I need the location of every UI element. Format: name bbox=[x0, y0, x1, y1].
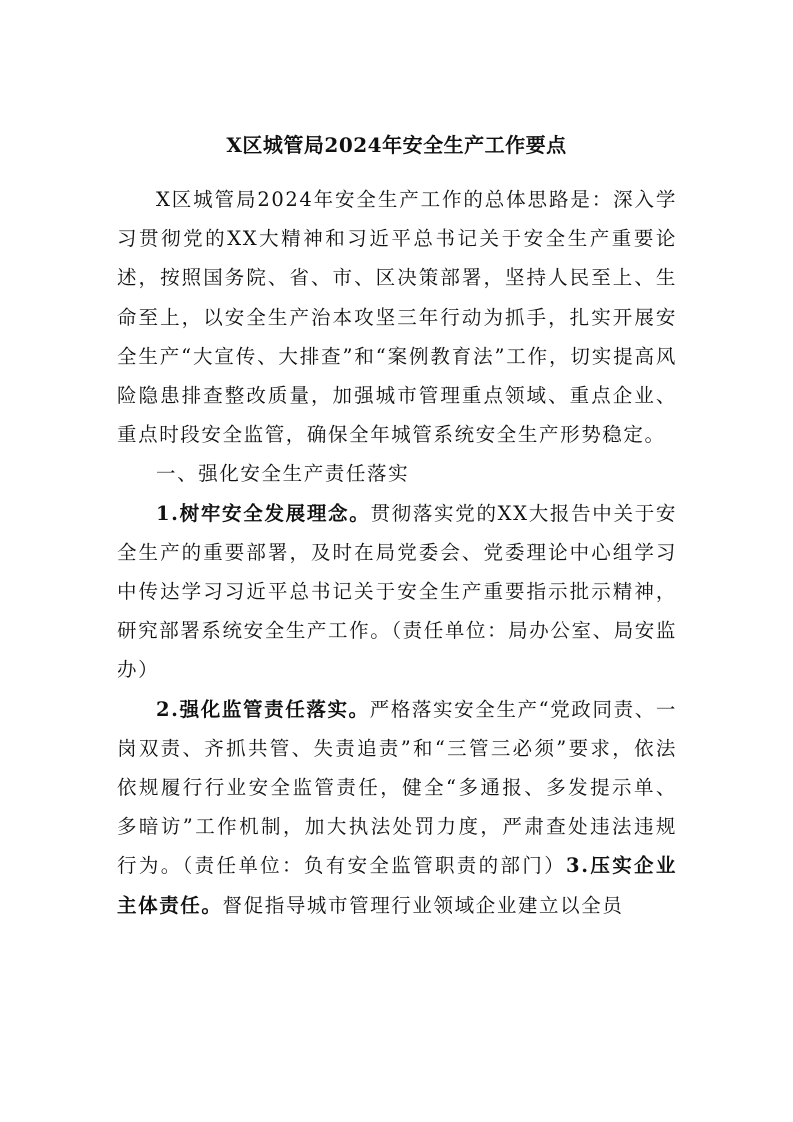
intro-paragraph: X区城管局2024年安全生产工作的总体思路是：深入学习贯彻党的XX大精神和习近平总书记关于安全生产重要论述，按照国务院、省、市、区决策部署，坚持人民至上、生命至上，以安全生产治本攻坚三年行动为抓手，扎实开展安全生产“大宣传、大排查”和“案例教育法”工作，切实提高风险隐患排查整改质量，加强城市管理重点领域、重点企业、重点时段安全监管，确保全年城管系统安全生产形势稳定。 bbox=[117, 188, 677, 447]
document-body bbox=[117, 180, 677, 925]
item-3-heading: 3.压实企业主体责任。 bbox=[117, 854, 677, 917]
item-1-paragraph bbox=[117, 494, 677, 690]
item-2-heading: 2.强化监管责任落实。 bbox=[156, 697, 370, 721]
section-heading: 一、强化安全生产责任落实 bbox=[156, 462, 410, 486]
item-3-text: 督促指导城市管理行业领域企业建立以全员 bbox=[222, 893, 624, 917]
item-1-text: 贯彻落实党的XX大报告中关于安全生产的重要部署，及时在局党委会、党委理论中心组学习中传达学习习近平总书记关于安全生产重要指示批示精神，研究部署系统安全生产工作。（责任单位：局办公室、局安监办） bbox=[117, 501, 677, 682]
item-2-text: 严格落实安全生产“党政同责、一岗双责、齐抓共管、失责追责”和“三管三必须”要求，依法依规履行行业安全监管责任，健全“多通报、多发提示单、多暗访”工作机制，加大执法处罚力度，严肃查处违法违规行为。（责任单位：负有安全监管职责的部门） bbox=[117, 697, 677, 878]
item-2-paragraph bbox=[117, 690, 677, 925]
item-1-heading: 1.树牢安全发展理念。 bbox=[156, 501, 371, 525]
document-title: X区城管局2024年安全生产工作要点 bbox=[226, 133, 567, 157]
